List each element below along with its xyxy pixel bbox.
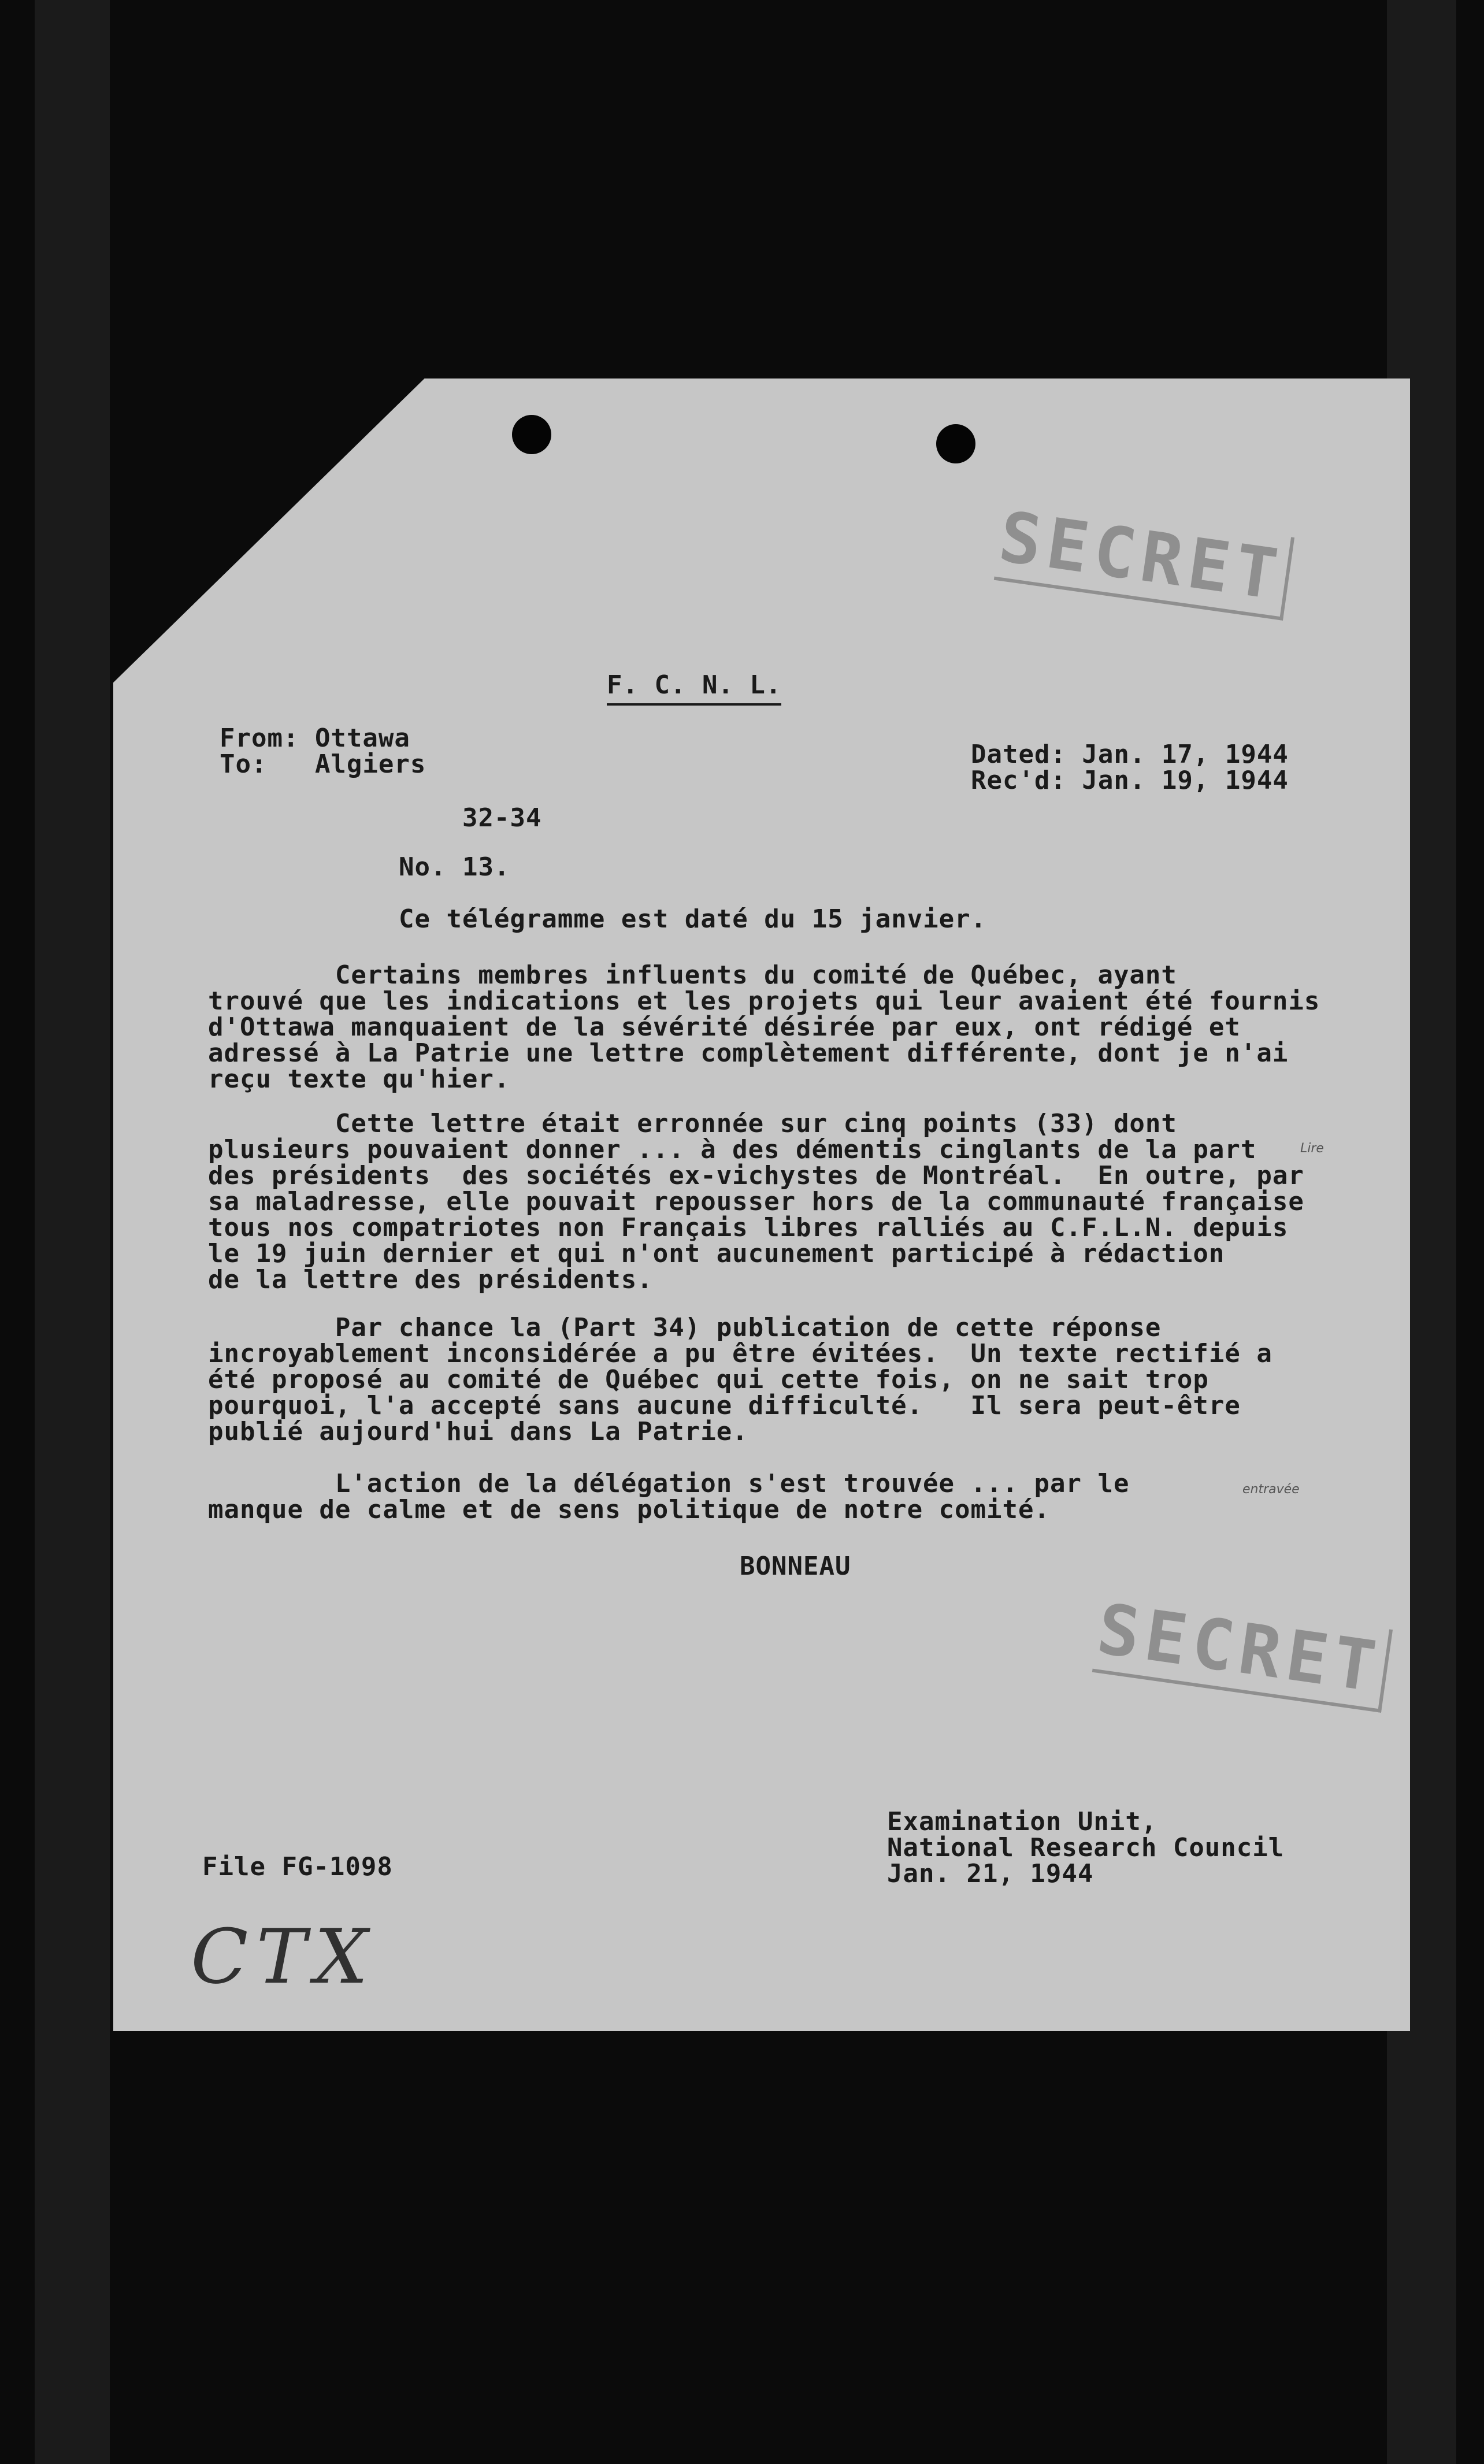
received-line: Rec'd: Jan. 19, 1944 xyxy=(971,766,1289,795)
paragraph-1 xyxy=(208,962,1320,1092)
text-line: adressé à La Patrie une lettre complètement différente, dont je n'ai xyxy=(208,1038,1289,1068)
to-line: To: Algiers xyxy=(220,749,426,779)
text-line: d'Ottawa manquaient de la sévérité désirée par eux, ont rédigé et xyxy=(208,1012,1241,1042)
file-number: File FG-1098 xyxy=(202,1852,393,1882)
text-line: Examination Unit, xyxy=(887,1807,1157,1836)
margin-note: Lire xyxy=(1300,1141,1324,1156)
text-line: National Research Council xyxy=(887,1833,1285,1862)
message-number: No. 13. xyxy=(399,852,510,882)
text-line: des présidents des sociétés ex-vichystes de Montréal. En outre, par xyxy=(208,1161,1304,1190)
examiner-block xyxy=(887,1809,1284,1887)
punch-hole-left xyxy=(512,415,551,454)
text-line: été proposé au comité de Québec qui cette fois, on ne sait trop xyxy=(208,1365,1209,1394)
text-line: Par chance la (Part 34) publication de cette réponse xyxy=(208,1313,1162,1342)
text-line: trouvé que les indications et les projets qui leur avaient été fournis xyxy=(208,986,1320,1016)
text-line: Certains membres influents du comité de Québec, ayant xyxy=(208,960,1177,990)
intro-line: Ce télégramme est daté du 15 janvier. xyxy=(399,904,987,934)
text-line: publié aujourd'hui dans La Patrie. xyxy=(208,1417,748,1446)
secret-stamp-middle: SECRET xyxy=(1092,1589,1393,1713)
text-line: incroyablement inconsidérée a pu être évitées. Un texte rectifié a xyxy=(208,1339,1272,1368)
text-line: manque de calme et de sens politique de notre comité. xyxy=(208,1495,1050,1524)
text-line: L'action de la délégation s'est trouvée ... par le xyxy=(208,1469,1130,1498)
text-line: tous nos compatriotes non Français libres ralliés au C.F.L.N. depuis xyxy=(208,1213,1289,1242)
from-line: From: Ottawa xyxy=(220,723,410,753)
secret-stamp-top: SECRET xyxy=(994,497,1295,621)
text-line: reçu texte qu'hier. xyxy=(208,1064,510,1094)
film-edge-left xyxy=(35,0,110,2464)
text-line: plusieurs pouvaient donner ... à des démentis cinglants de la part xyxy=(208,1135,1257,1164)
text-line: Jan. 21, 1944 xyxy=(887,1859,1094,1888)
punch-hole-right xyxy=(936,424,975,463)
paragraph-3 xyxy=(208,1315,1272,1445)
text-line: Cette lettre était erronnée sur cinq points (33) dont xyxy=(208,1109,1177,1138)
reference-number: 32-34 xyxy=(462,803,542,833)
text-line: le 19 juin dernier et qui n'ont aucunement participé à rédaction xyxy=(208,1239,1225,1268)
dated-line: Dated: Jan. 17, 1944 xyxy=(971,740,1289,769)
text-line: de la lettre des présidents. xyxy=(208,1265,653,1294)
margin-note: entravée xyxy=(1242,1482,1300,1497)
paragraph-2 xyxy=(208,1111,1304,1293)
document-header: F. C. N. L. xyxy=(607,670,781,706)
handwritten-initials: CTX xyxy=(191,1913,376,2001)
text-line: pourquoi, l'a accepté sans aucune difficulté. Il sera peut-être xyxy=(208,1391,1241,1420)
paragraph-4 xyxy=(208,1471,1129,1523)
signature: BONNEAU xyxy=(740,1552,851,1581)
text-line: sa maladresse, elle pouvait repousser hors de la communauté française xyxy=(208,1187,1304,1216)
